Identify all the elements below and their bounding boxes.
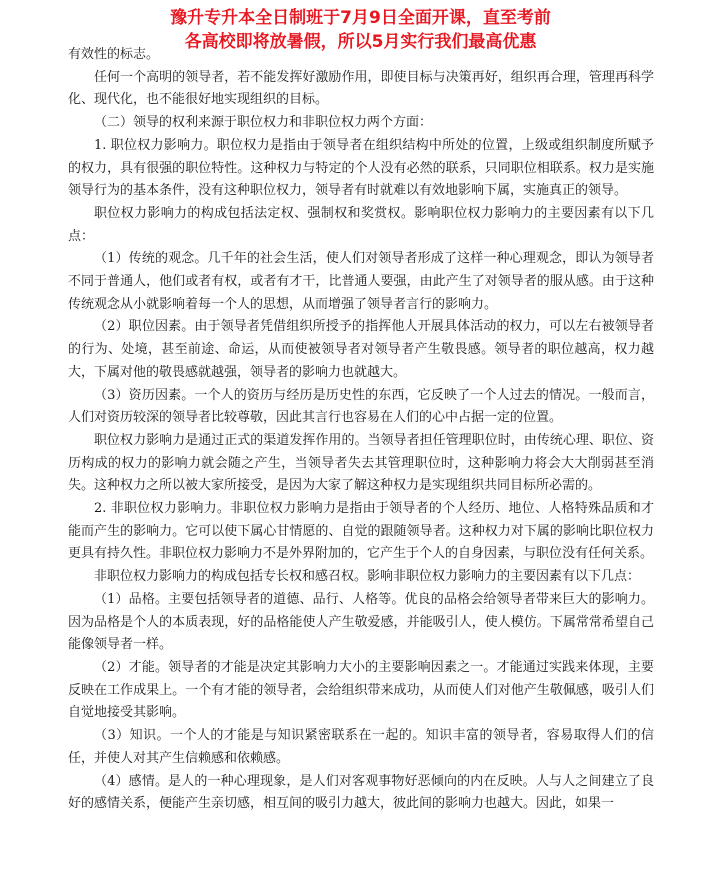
section-heading: （二）领导的权利来源于职位权力和非职位权力两个方面： xyxy=(94,115,433,131)
paragraph: （2）才能。领导者的才能是决定其影响力大小的主要影响因素之一。才能通过实践来体现，主要反映在工作成果上。一个有才能的领导者，会给组织带来成功，从而使人们对他产生敬佩感，吸引人们自觉地接受其影响。 xyxy=(68,659,654,721)
paragraph: 任何一个高明的领导者，若不能发挥好激励作用，即使目标与决策再好，组织再合理，管理再科学化、现代化，也不能很好地实现组织的目标。 xyxy=(68,69,654,108)
paragraph: （3）知识。一个人的才能是与知识紧密联系在一起的。知识丰富的领导者，容易取得人们的信任，并使人对其产生信赖感和依赖感。 xyxy=(68,728,654,766)
paragraph: （4）感情。是人的一种心理现象，是人们对客观事物好恶倾向的内在反映。人与人之间建立了良好的感情关系，便能产生亲切感，相互间的吸引力越大，彼此间的影响力也越大。因此，如果一 xyxy=(68,773,654,812)
paragraph: 2. 非职位权力影响力。非职位权力影响力是指由于领导者的个人经历、地位、人格特殊品质和才能而产生的影响力。它可以使下属心甘情愿的、自觉的跟随领导者。这种权力对下属的影响比职位权力更具有持久性。非职位权力影响力不是外界附加的，它产生于个人的自身因素，与职位没有任何关系。 xyxy=(68,501,654,562)
paragraph: 非职位权力影响力的构成包括专长权和感召权。影响非职位权力影响力的主要因素有以下几点： xyxy=(94,569,641,585)
paragraph: （1）品格。主要包括领导者的道德、品行、人格等。优良的品格会给领导者带来巨大的影响力。因为品格是个人的本质表现，好的品格能使人产生敬爱感，并能吸引人，使人模仿。下属常常希望自己能像领导者一样。 xyxy=(68,591,654,653)
promo-banner-line-1: 豫升专升本全日制班于7月9日全面开课，直至考前 xyxy=(170,8,551,28)
paragraph: （3）资历因素。一个人的资历与经历是历史性的东西，它反映了一个人过去的情况。一般而言，人们对资历较深的领导者比较尊敬，因此其言行也容易在人们的心中占据一定的位置。 xyxy=(68,387,654,426)
paragraph: 1. 职位权力影响力。职位权力是指由于领导者在组织结构中所处的位置，上级或组织制度所赋予的权力，具有很强的职位特性。这种权力与特定的个人没有必然的联系，只同职位相联系。权力是实施领导行为的基本条件，没有这种职位权力，领导者有时就难以有效地影响下属，实施真正的领导。 xyxy=(68,137,654,199)
document-body xyxy=(68,44,654,816)
paragraph: 职位权力影响力的构成包括法定权、强制权和奖赏权。影响职位权力影响力的主要因素有以下几点： xyxy=(68,205,654,244)
promo-banner-line-2: 各高校即将放暑假，所以5月实行我们最高优惠 xyxy=(184,32,537,52)
paragraph: 有效性的标志。 xyxy=(68,47,160,62)
paragraph: （2）职位因素。由于领导者凭借组织所授予的指挥他人开展具体活动的权力，可以左右被领导者的行为、处境，甚至前途、命运，从而使被领导者对领导者产生敬畏感。领导者的职位越高，权力越大，下属对他的敬畏感就越强，领导者的影响力也就越大。 xyxy=(68,319,654,380)
paragraph: （1）传统的观念。几千年的社会生活，使人们对领导者形成了这样一种心理观念，即认为领导者不同于普通人，他们或者有权，或者有才干，比普通人要强，由此产生了对领导者的服从感。由于这种传统观念从小就影响着每一个人的思想，从而增强了领导者言行的影响力。 xyxy=(68,251,654,312)
paragraph: 职位权力影响力是通过正式的渠道发挥作用的。当领导者担任管理职位时，由传统心理、职位、资历构成的权力的影响力就会随之产生，当领导者失去其管理职位时，这种影响力将会大大削弱甚至消失。这种权力之所以被大家所接受，是因为大家了解这种权力是实现组织共同目标所必需的。 xyxy=(68,432,654,494)
